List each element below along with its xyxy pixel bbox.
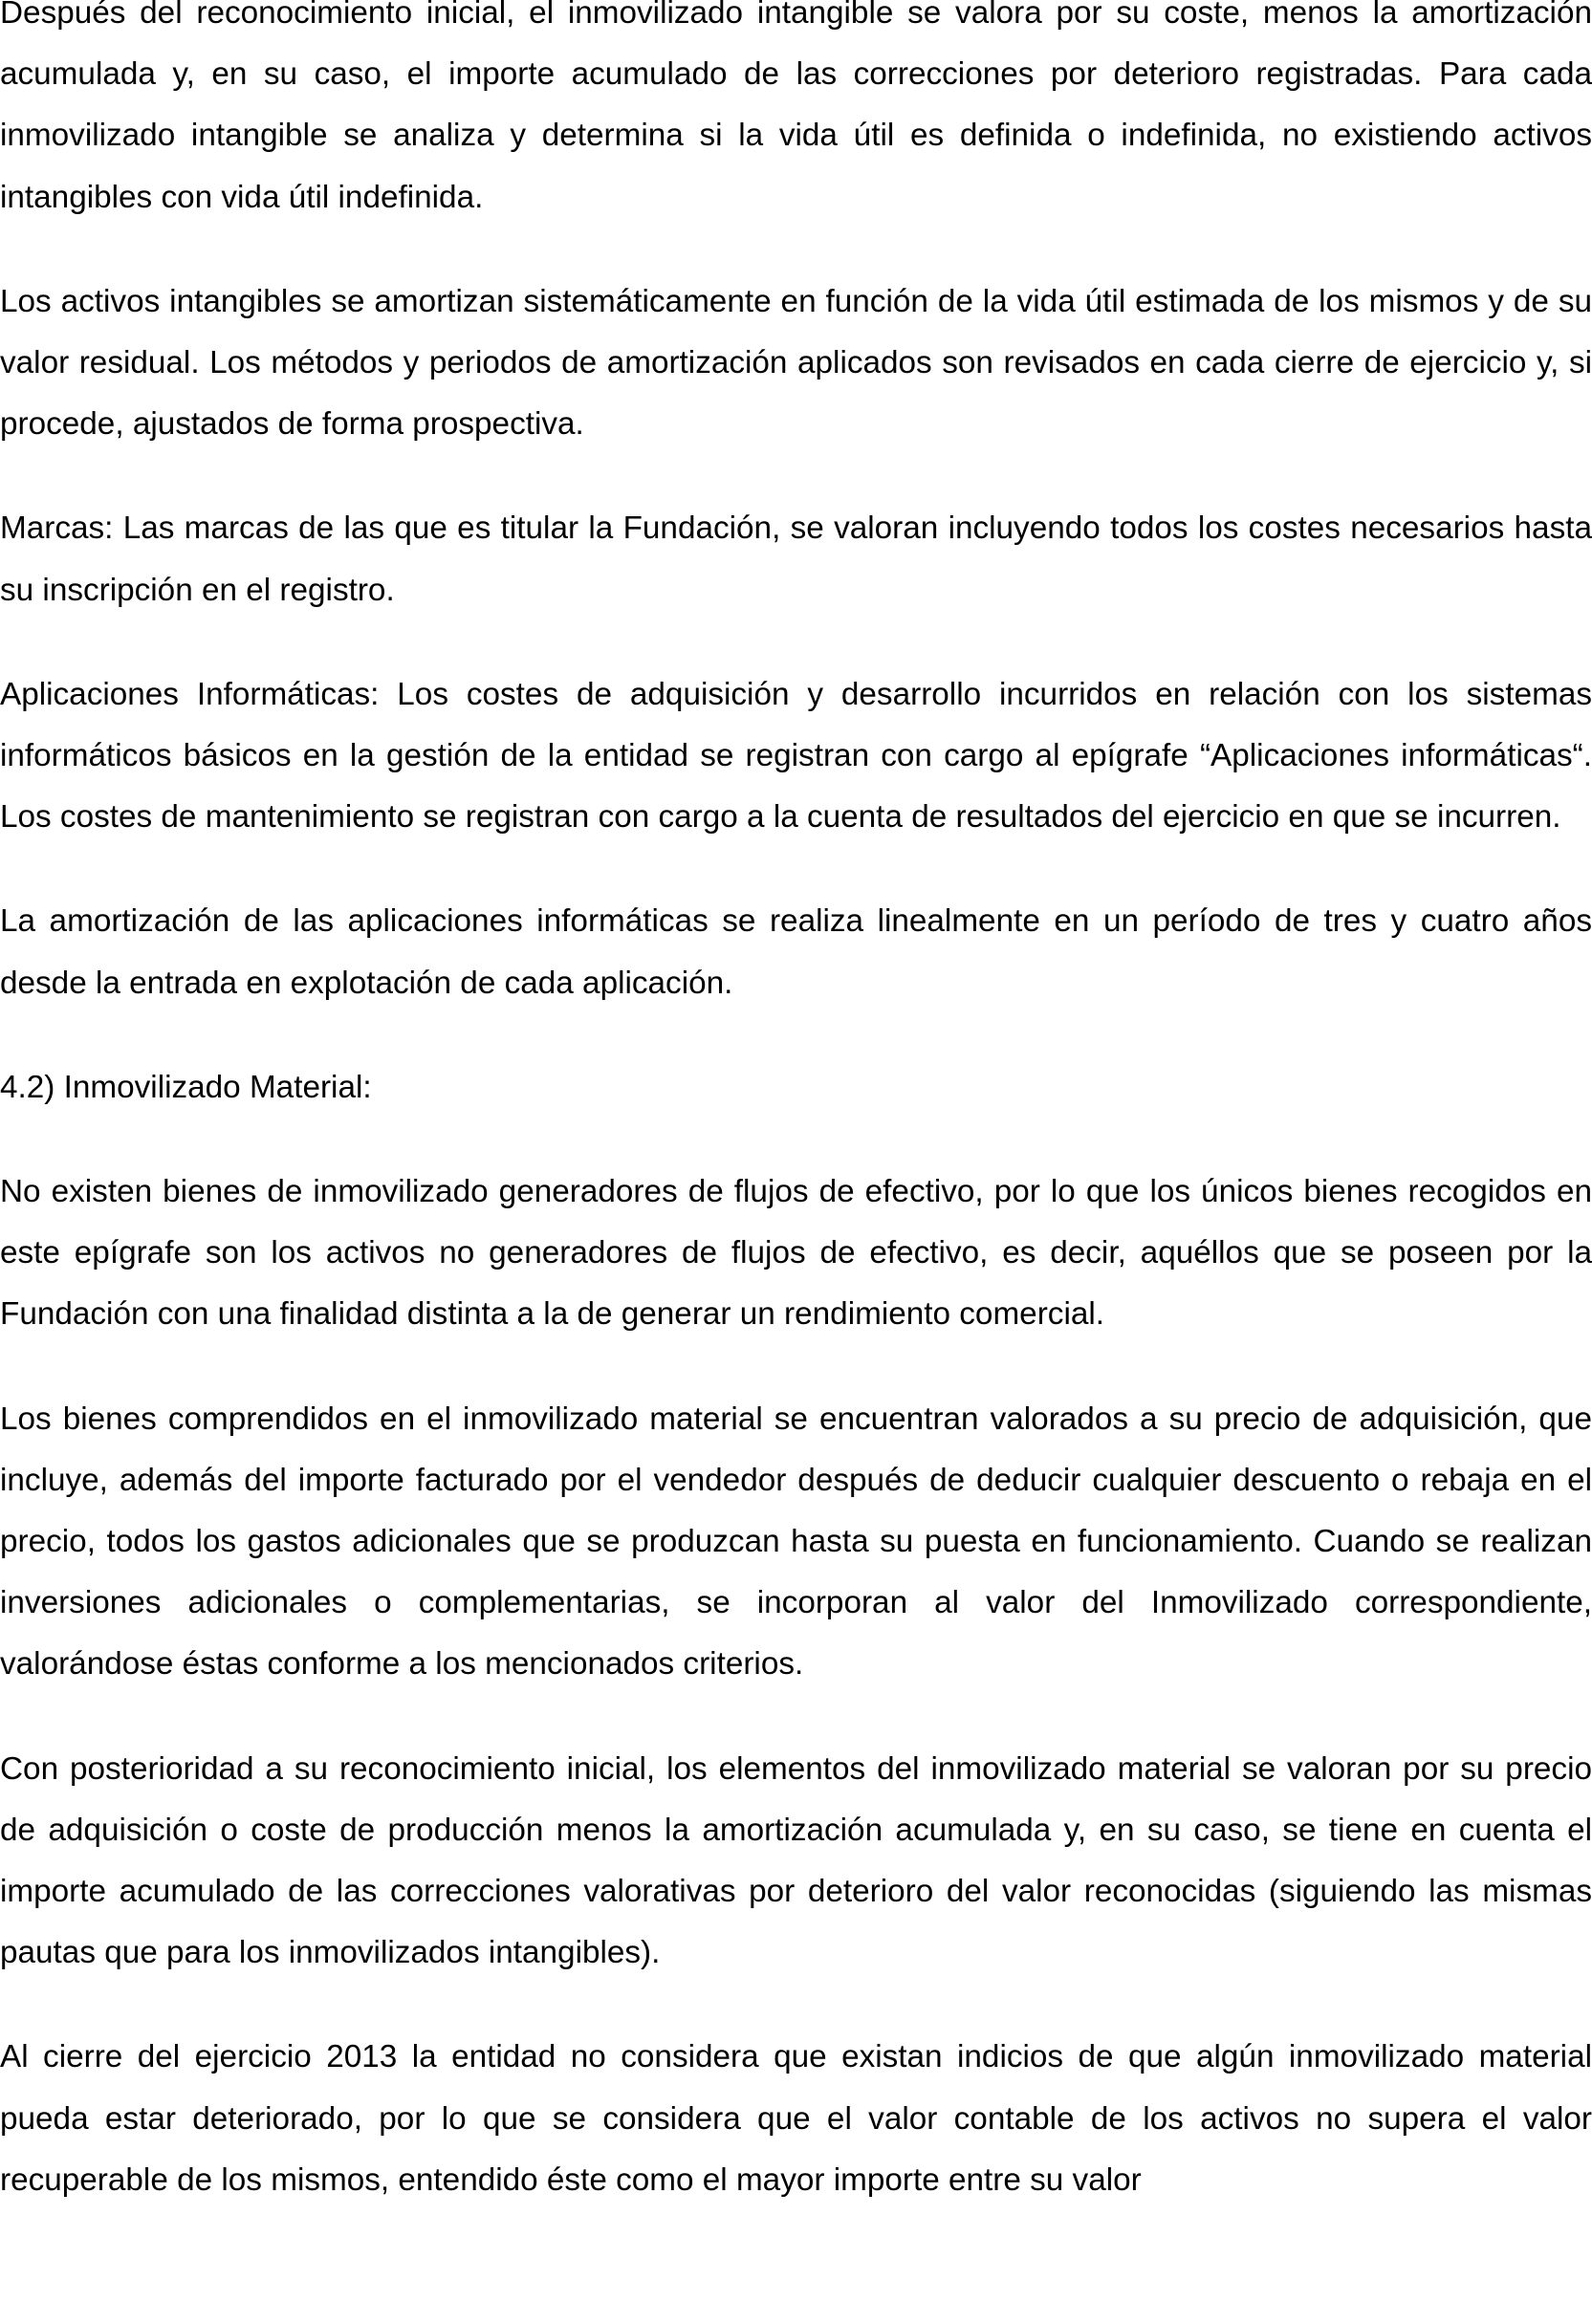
paragraph-initial-recognition: Después del reconocimiento inicial, el inmovilizado intangible se valora por su coste, menos la amortización acumulada y, en su caso, el importe acumulado de las correcciones por deterioro registradas. Para cada inmovilizado intangible se analiza y determina si la vida útil es definida o indefinida, no existiendo activos intangibles con vida útil indefinida. <box>0 0 1592 215</box>
section-heading-tangible-assets: 4.2) Inmovilizado Material: <box>0 1069 372 1105</box>
paragraph-trademarks: Marcas: Las marcas de las que es titular la Fundación, se valoran incluyendo todos los costes necesarios hasta su inscripción en el registro. <box>0 510 1592 608</box>
paragraph-impairment: Al cierre del ejercicio 2013 la entidad no considera que existan indicios de que algún inmovilizado material pueda estar deteriorado, por lo que se considera que el valor contable de los activos no supera el valor recuperable de los mismos, entendido éste como el mayor importe entre su valor <box>0 2039 1592 2198</box>
paragraph-software: Aplicaciones Informáticas: Los costes de adquisición y desarrollo incurridos en relación con los sistemas informáticos básicos en la gestión de la entidad se registran con cargo al epígrafe “Aplicaciones informáticas“. Los costes de mantenimiento se registran con cargo a la cuenta de resultados del ejercicio en que se incurren. <box>0 676 1592 836</box>
paragraph-amortization: Los activos intangibles se amortizan sistemáticamente en función de la vida útil estimada de los mismos y de su valor residual. Los métodos y periodos de amortización aplicados son revisados en cada cierre de ejercicio y, si procede, ajustados de forma prospectiva. <box>0 283 1592 443</box>
paragraph-software-amortization: La amortización de las aplicaciones informáticas se realiza linealmente en un período de tres y cuatro años desde la entrada en explotación de cada aplicación. <box>0 903 1592 1001</box>
paragraph-subsequent-measurement: Con posterioridad a su reconocimiento inicial, los elementos del inmovilizado material se valoran por su precio de adquisición o coste de producción menos la amortización acumulada y, en su caso, se tiene en cuenta el importe acumulado de las correcciones valorativas por deterioro del valor reconocidas (siguiendo las mismas pautas que para los inmovilizados intangibles). <box>0 1750 1592 1971</box>
paragraph-valuation: Los bienes comprendidos en el inmovilizado material se encuentran valorados a su precio de adquisición, que incluye, además del importe facturado por el vendedor después de deducir cualquier descuento o rebaja en el precio, todos los gastos adicionales que se produzcan hasta su puesta en funcionamiento. Cuando se realizan inversiones adicionales o complementarias, se incorporan al valor del Inmovilizado correspondiente, valorándose éstas conforme a los mencionados criterios. <box>0 1401 1592 1683</box>
paragraph-cash-flows: No existen bienes de inmovilizado generadores de flujos de efectivo, por lo que los únicos bienes recogidos en este epígrafe son los activos no generadores de flujos de efectivo, es decir, aquéllos que se poseen por la Fundación con una finalidad distinta a la de generar un rendimiento comercial. <box>0 1174 1592 1333</box>
